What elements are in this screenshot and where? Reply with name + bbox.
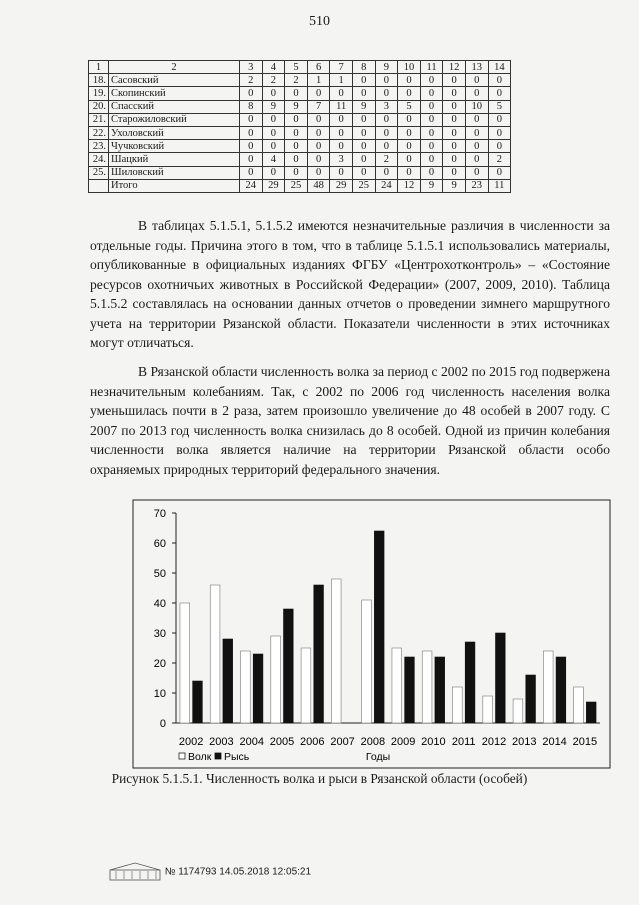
row-number: 21. <box>89 113 109 126</box>
x-tick-label: 2015 <box>572 736 598 748</box>
x-axis-label: Годы <box>365 751 391 763</box>
table-cell: 9 <box>262 100 285 113</box>
x-tick-label: 2013 <box>512 736 537 748</box>
total-cell: 48 <box>307 179 330 192</box>
row-number: 20. <box>89 100 109 113</box>
table-header-cell: 13 <box>465 61 488 74</box>
bar-lynx <box>435 657 445 723</box>
table-cell: 0 <box>262 166 285 179</box>
bar-lynx <box>586 702 596 723</box>
table-cell: 0 <box>398 153 421 166</box>
total-cell: 12 <box>398 179 421 192</box>
table-cell: 0 <box>398 87 421 100</box>
x-tick-label: 2014 <box>542 736 567 748</box>
table-cell: 0 <box>465 126 488 139</box>
y-tick-label: 40 <box>153 598 166 610</box>
table-cell: 0 <box>330 126 353 139</box>
x-tick-label: 2002 <box>178 736 204 748</box>
bar-wolf <box>241 651 251 723</box>
table-header-cell: 2 <box>109 61 240 74</box>
row-number: 25. <box>89 166 109 179</box>
table-header-cell: 5 <box>285 61 308 74</box>
x-tick-label: 2007 <box>330 736 355 748</box>
y-tick-label: 0 <box>159 718 166 730</box>
table-cell: 9 <box>352 100 375 113</box>
table-cell: 0 <box>262 140 285 153</box>
table-cell: 0 <box>398 126 421 139</box>
table-cell: 0 <box>420 126 443 139</box>
table-cell: 0 <box>465 153 488 166</box>
table-cell: 0 <box>443 74 466 87</box>
table-cell: 0 <box>262 126 285 139</box>
table-header-cell: 4 <box>262 61 285 74</box>
page-number: 510 <box>309 14 330 29</box>
table-header-cell: 7 <box>330 61 353 74</box>
bar-wolf <box>331 579 341 723</box>
x-tick-label: 2005 <box>269 736 295 748</box>
table-cell: 5 <box>398 100 421 113</box>
government-building-icon <box>108 862 162 882</box>
table-cell: 0 <box>420 100 443 113</box>
bar-wolf <box>543 651 553 723</box>
legend-label-lynx: Рысь <box>224 751 250 763</box>
legend-swatch-lynx <box>215 753 221 759</box>
district-name: Чучковский <box>109 140 240 153</box>
table-cell: 0 <box>352 113 375 126</box>
table-cell: 4 <box>262 153 285 166</box>
table-cell: 7 <box>307 100 330 113</box>
table-cell: 2 <box>488 153 511 166</box>
district-name: Старожиловский <box>109 113 240 126</box>
table-cell: 0 <box>375 126 398 139</box>
table-cell: 9 <box>285 100 308 113</box>
table-cell: 0 <box>330 166 353 179</box>
bar-lynx <box>314 585 324 723</box>
table-header-cell: 3 <box>240 61 263 74</box>
bar-wolf <box>271 636 281 723</box>
table-header-cell: 12 <box>443 61 466 74</box>
y-tick-label: 70 <box>153 508 166 520</box>
district-name: Шацкий <box>109 153 240 166</box>
bar-wolf <box>574 687 584 723</box>
bar-lynx <box>253 654 263 723</box>
table-cell: 0 <box>443 140 466 153</box>
table-cell: 0 <box>240 87 263 100</box>
bar-lynx <box>193 681 203 723</box>
x-tick-label: 2008 <box>360 736 386 748</box>
table-cell: 0 <box>465 113 488 126</box>
footer-timestamp: 14.05.2018 12:05:21 <box>219 866 312 878</box>
total-cell: 23 <box>465 179 488 192</box>
table-cell: 0 <box>443 113 466 126</box>
total-cell: 29 <box>330 179 353 192</box>
table-cell: 0 <box>330 113 353 126</box>
district-name: Спасский <box>109 100 240 113</box>
bar-wolf <box>392 648 402 723</box>
bar-wolf <box>422 651 432 723</box>
table-cell: 0 <box>352 74 375 87</box>
y-tick-label: 30 <box>153 628 166 640</box>
y-tick-label: 20 <box>153 658 166 670</box>
table-cell: 10 <box>465 100 488 113</box>
table-cell: 0 <box>330 87 353 100</box>
table-cell: 0 <box>285 140 308 153</box>
footer-doc-id: 1174793 <box>178 866 217 878</box>
table-cell: 0 <box>285 126 308 139</box>
x-tick-label: 2012 <box>481 736 507 748</box>
table-cell: 11 <box>330 100 353 113</box>
table-cell: 0 <box>375 87 398 100</box>
table-cell: 2 <box>240 74 263 87</box>
district-name: Скопинский <box>109 87 240 100</box>
bar-lynx <box>405 657 415 723</box>
table-cell: 0 <box>488 126 511 139</box>
table-cell: 1 <box>330 74 353 87</box>
total-cell: 25 <box>352 179 375 192</box>
table-cell: 1 <box>307 74 330 87</box>
figure-caption: Рисунок 5.1.5.1. Численность волка и рыси в Рязанской области (особей) <box>111 771 528 786</box>
y-tick-label: 60 <box>153 538 166 550</box>
table-cell: 0 <box>285 87 308 100</box>
table-cell: 0 <box>352 166 375 179</box>
total-label: Итого <box>109 179 240 192</box>
total-cell: 24 <box>375 179 398 192</box>
table-cell: 0 <box>488 74 511 87</box>
table-cell: 0 <box>262 113 285 126</box>
table-cell: 0 <box>465 74 488 87</box>
table-cell: 0 <box>307 140 330 153</box>
table-cell: 0 <box>240 153 263 166</box>
total-cell: 24 <box>240 179 263 192</box>
table-header-cell: 6 <box>307 61 330 74</box>
table-cell: 0 <box>398 140 421 153</box>
table-cell: 0 <box>488 166 511 179</box>
table-cell: 0 <box>375 140 398 153</box>
table-cell: 0 <box>375 74 398 87</box>
bar-lynx <box>223 639 233 723</box>
table-cell: 0 <box>240 166 263 179</box>
paragraph-1: В таблицах 5.1.5.1, 5.1.5.2 имеются незначительные различия в численности за отдельные годы. Причина этого в том, что в таблице 5.1.5.1 использовались материалы, опубликованные в официальных изданиях ФГБУ «Центрохотконтроль» – «Состояние ресурсов охотничьих животных в Российской Федерации» (2007, 2009, 2010). Таблица 5.1.5.2 составлялась на основании данных отчетов о проведении зимнего маршрутного учета на территории Рязанской области. Показатели численности в этих источниках могут отличаться. <box>90 218 610 350</box>
bar-wolf <box>301 648 311 723</box>
table-cell: 0 <box>330 140 353 153</box>
district-name: Шиловский <box>109 166 240 179</box>
table-cell: 0 <box>488 87 511 100</box>
table-cell: 0 <box>352 140 375 153</box>
table-cell: 0 <box>488 140 511 153</box>
table-cell: 0 <box>307 166 330 179</box>
bar-wolf <box>362 600 372 723</box>
x-tick-label: 2011 <box>451 736 476 748</box>
paragraph-2: В Рязанской области численность волка за период с 2002 по 2015 год подвержена незначительным колебаниям. Так, с 2002 по 2006 год численность населения волка уменьшилась почти в 2 раза, затем произошло увеличение до 48 особей в 2007 году. С 2007 по 2013 год численность волка снизилась до 8 особей. Одной из причин колебания численности волка является наличие на территории Рязанской области особо охраняемых природных территорий федерального значения. <box>90 364 610 477</box>
table-cell: 0 <box>420 153 443 166</box>
y-tick-label: 50 <box>153 568 166 580</box>
district-name: Сасовский <box>109 74 240 87</box>
total-cell: 25 <box>285 179 308 192</box>
row-number: 18. <box>89 74 109 87</box>
table-cell: 8 <box>240 100 263 113</box>
total-cell: 11 <box>488 179 511 192</box>
row-number: 23. <box>89 140 109 153</box>
table-cell: 0 <box>398 166 421 179</box>
bar-lynx <box>374 531 384 723</box>
table-cell: 0 <box>375 166 398 179</box>
table-cell: 0 <box>420 74 443 87</box>
legend-label-wolf: Волк <box>188 751 212 763</box>
table-cell: 0 <box>398 113 421 126</box>
footer-number-sign: № <box>164 866 176 878</box>
table-cell: 0 <box>285 113 308 126</box>
table-cell: 0 <box>443 87 466 100</box>
table-cell: 0 <box>420 166 443 179</box>
x-tick-label: 2009 <box>390 736 416 748</box>
table-header-cell: 1 <box>89 61 109 74</box>
bar-lynx <box>465 642 475 723</box>
table-cell: 0 <box>420 140 443 153</box>
table-header-cell: 11 <box>420 61 443 74</box>
bar-wolf <box>513 699 523 723</box>
table-cell: 0 <box>443 100 466 113</box>
table-header-cell: 14 <box>488 61 511 74</box>
table-cell: 2 <box>262 74 285 87</box>
table-cell: 0 <box>307 113 330 126</box>
table-cell: 0 <box>443 166 466 179</box>
table-cell: 0 <box>352 87 375 100</box>
legend-swatch-wolf <box>179 753 185 759</box>
table-cell: 3 <box>375 100 398 113</box>
district-name: Ухоловский <box>109 126 240 139</box>
table-header-cell: 8 <box>352 61 375 74</box>
table-cell: 0 <box>240 113 263 126</box>
bar-lynx <box>526 675 536 723</box>
bar-lynx <box>496 633 506 723</box>
x-tick-label: 2004 <box>239 736 264 748</box>
bar-wolf <box>483 696 493 723</box>
table-cell: 0 <box>420 87 443 100</box>
table-cell: 2 <box>285 74 308 87</box>
table-cell: 0 <box>352 126 375 139</box>
footer <box>108 862 311 882</box>
bar-wolf <box>210 585 220 723</box>
row-number: 19. <box>89 87 109 100</box>
x-tick-label: 2010 <box>421 736 446 748</box>
table-cell: 0 <box>488 113 511 126</box>
table-cell: 0 <box>285 153 308 166</box>
bar-lynx <box>556 657 566 723</box>
x-tick-label: 2006 <box>300 736 325 748</box>
bar-wolf <box>453 687 463 723</box>
table-cell: 0 <box>352 153 375 166</box>
total-cell: 9 <box>420 179 443 192</box>
table-cell: 0 <box>443 126 466 139</box>
table-cell: 3 <box>330 153 353 166</box>
total-cell: 29 <box>262 179 285 192</box>
x-tick-label: 2003 <box>209 736 234 748</box>
table-cell: 0 <box>398 74 421 87</box>
table-cell: 0 <box>420 113 443 126</box>
table-cell: 0 <box>465 87 488 100</box>
bar-wolf <box>180 603 190 723</box>
table-cell: 0 <box>443 153 466 166</box>
table-cell: 0 <box>307 126 330 139</box>
bar-lynx <box>284 609 294 723</box>
table-cell: 0 <box>240 126 263 139</box>
table-cell: 0 <box>285 166 308 179</box>
table-cell: 0 <box>240 140 263 153</box>
table-cell: 2 <box>375 153 398 166</box>
table-header-cell: 10 <box>398 61 421 74</box>
table-cell: 0 <box>262 87 285 100</box>
table-cell: 0 <box>465 140 488 153</box>
table-cell: 0 <box>465 166 488 179</box>
total-cell: 9 <box>443 179 466 192</box>
table-cell: 0 <box>307 87 330 100</box>
table-cell: 0 <box>375 113 398 126</box>
row-number: 22. <box>89 126 109 139</box>
row-number: 24. <box>89 153 109 166</box>
table-cell: 0 <box>307 153 330 166</box>
table-header-cell: 9 <box>375 61 398 74</box>
y-tick-label: 10 <box>153 688 166 700</box>
table-cell: 5 <box>488 100 511 113</box>
